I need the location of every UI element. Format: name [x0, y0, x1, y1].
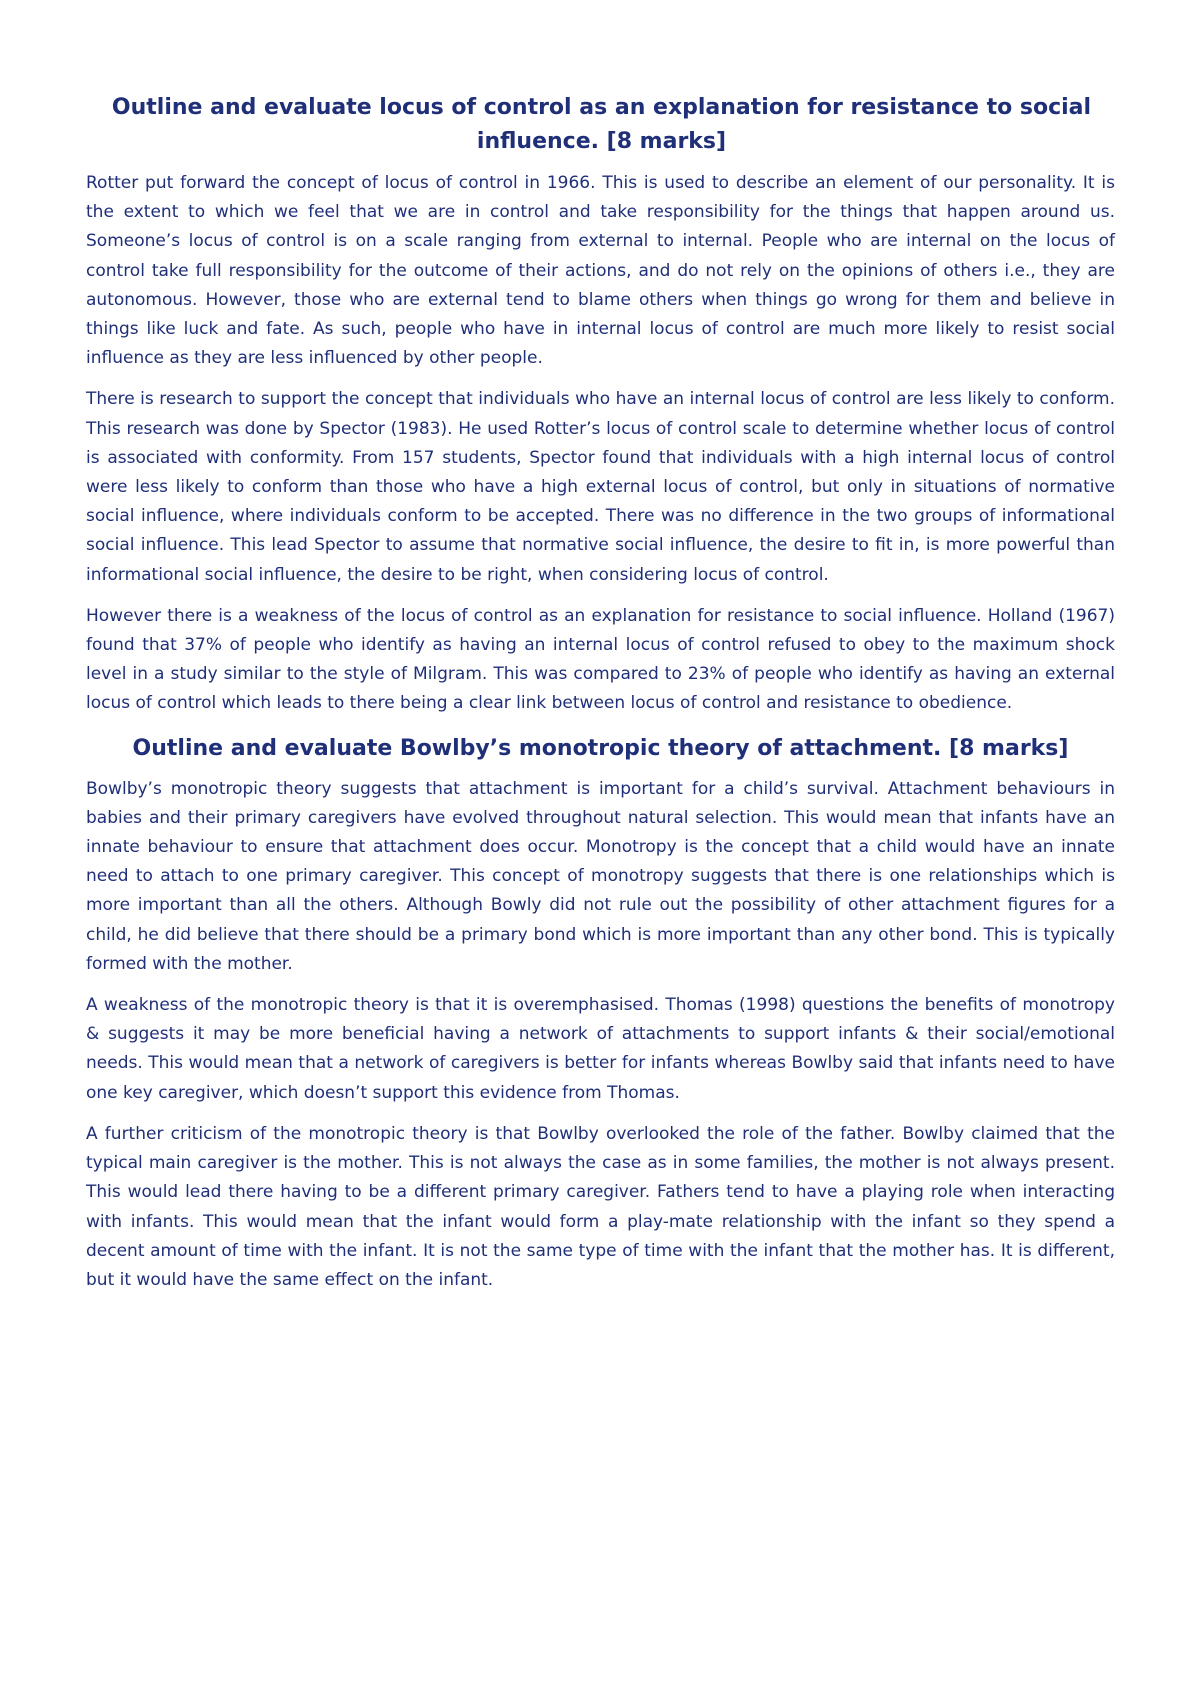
essay-section-locus-of-control	[86, 91, 1115, 719]
paragraph: A weakness of the monotropic theory is that it is overemphasised. Thomas (1998) questions the benefits of monotropy & suggests it may be more beneficial having a network of attachments to support infants & their social/emotional needs. This would mean that a network of caregivers is better for infants whereas Bowlby said that infants need to have one key caregiver, which doesn’t support this evidence from Thomas.	[86, 995, 1115, 1103]
paragraph: There is research to support the concept that individuals who have an internal locus of control are less likely to conform. This research was done by Spector (1983). He used Rotter’s locus of control scale to determine whether locus of control is associated with conformity. From 157 students, Spector found that individuals with a high internal locus of control were less likely to conform than those who have a high external locus of control, but only in situations of normative social influence, where individuals conform to be accepted. There was no difference in the two groups of informational social influence. This lead Spector to assume that normative social influence, the desire to fit in, is more powerful than informational social influence, the desire to be right, when considering locus of control.	[86, 389, 1115, 585]
section-title: Outline and evaluate locus of control as an explanation for resistance to social influence. [8 marks]	[111, 95, 1092, 154]
paragraph: However there is a weakness of the locus of control as an explanation for resistance to social influence. Holland (1967) found that 37% of people who identify as having an internal locus of control refused to obey to the maximum shock level in a study similar to the style of Milgram. This was compared to 23% of people who identify as having an external locus of control which leads to there being a clear link between locus of control and resistance to obedience.	[86, 605, 1115, 714]
section-title: Outline and evaluate Bowlby’s monotropic theory of attachment. [8 marks]	[132, 735, 1069, 761]
document-content	[86, 91, 1115, 1295]
paragraph: A further criticism of the monotropic theory is that Bowlby overlooked the role of the father. Bowlby claimed that the typical main caregiver is the mother. This is not always the case as in some families, the mother is not always present. This would lead there having to be a different primary caregiver. Fathers tend to have a playing role when interacting with infants. This would mean that the infant would form a play-mate relationship with the infant so they spend a decent amount of time with the infant. It is not the same type of time with the infant that the mother has. It is different, but it would have the same effect on the infant.	[86, 1123, 1115, 1290]
essay-section-monotropic-theory	[86, 733, 1115, 1295]
paragraph: Bowlby’s monotropic theory suggests that attachment is important for a child’s survival. Attachment behaviours in babies and their primary caregivers have evolved throughout natural selection. This would mean that infants have an innate behaviour to ensure that attachment does occur. Monotropy is the concept that a child would have an innate need to attach to one primary caregiver. This concept of monotropy suggests that there is one relationships which is more important than all the others. Although Bowly did not rule out the possibility of other attachment figures for a child, he did believe that there should be a primary bond which is more important than any other bond. This is typically formed with the mother.	[86, 778, 1115, 974]
paragraph: Rotter put forward the concept of locus of control in 1966. This is used to describe an element of our personality. It is the extent to which we feel that we are in control and take responsibility for the things that happen around us. Someone’s locus of control is on a scale ranging from external to internal. People who are internal on the locus of control take full responsibility for the outcome of their actions, and do not rely on the opinions of others i.e., they are autonomous. However, those who are external tend to blame others when things go wrong for them and believe in things like luck and fate. As such, people who have in internal locus of control are much more likely to resist social influence as they are less influenced by other people.	[86, 173, 1115, 369]
